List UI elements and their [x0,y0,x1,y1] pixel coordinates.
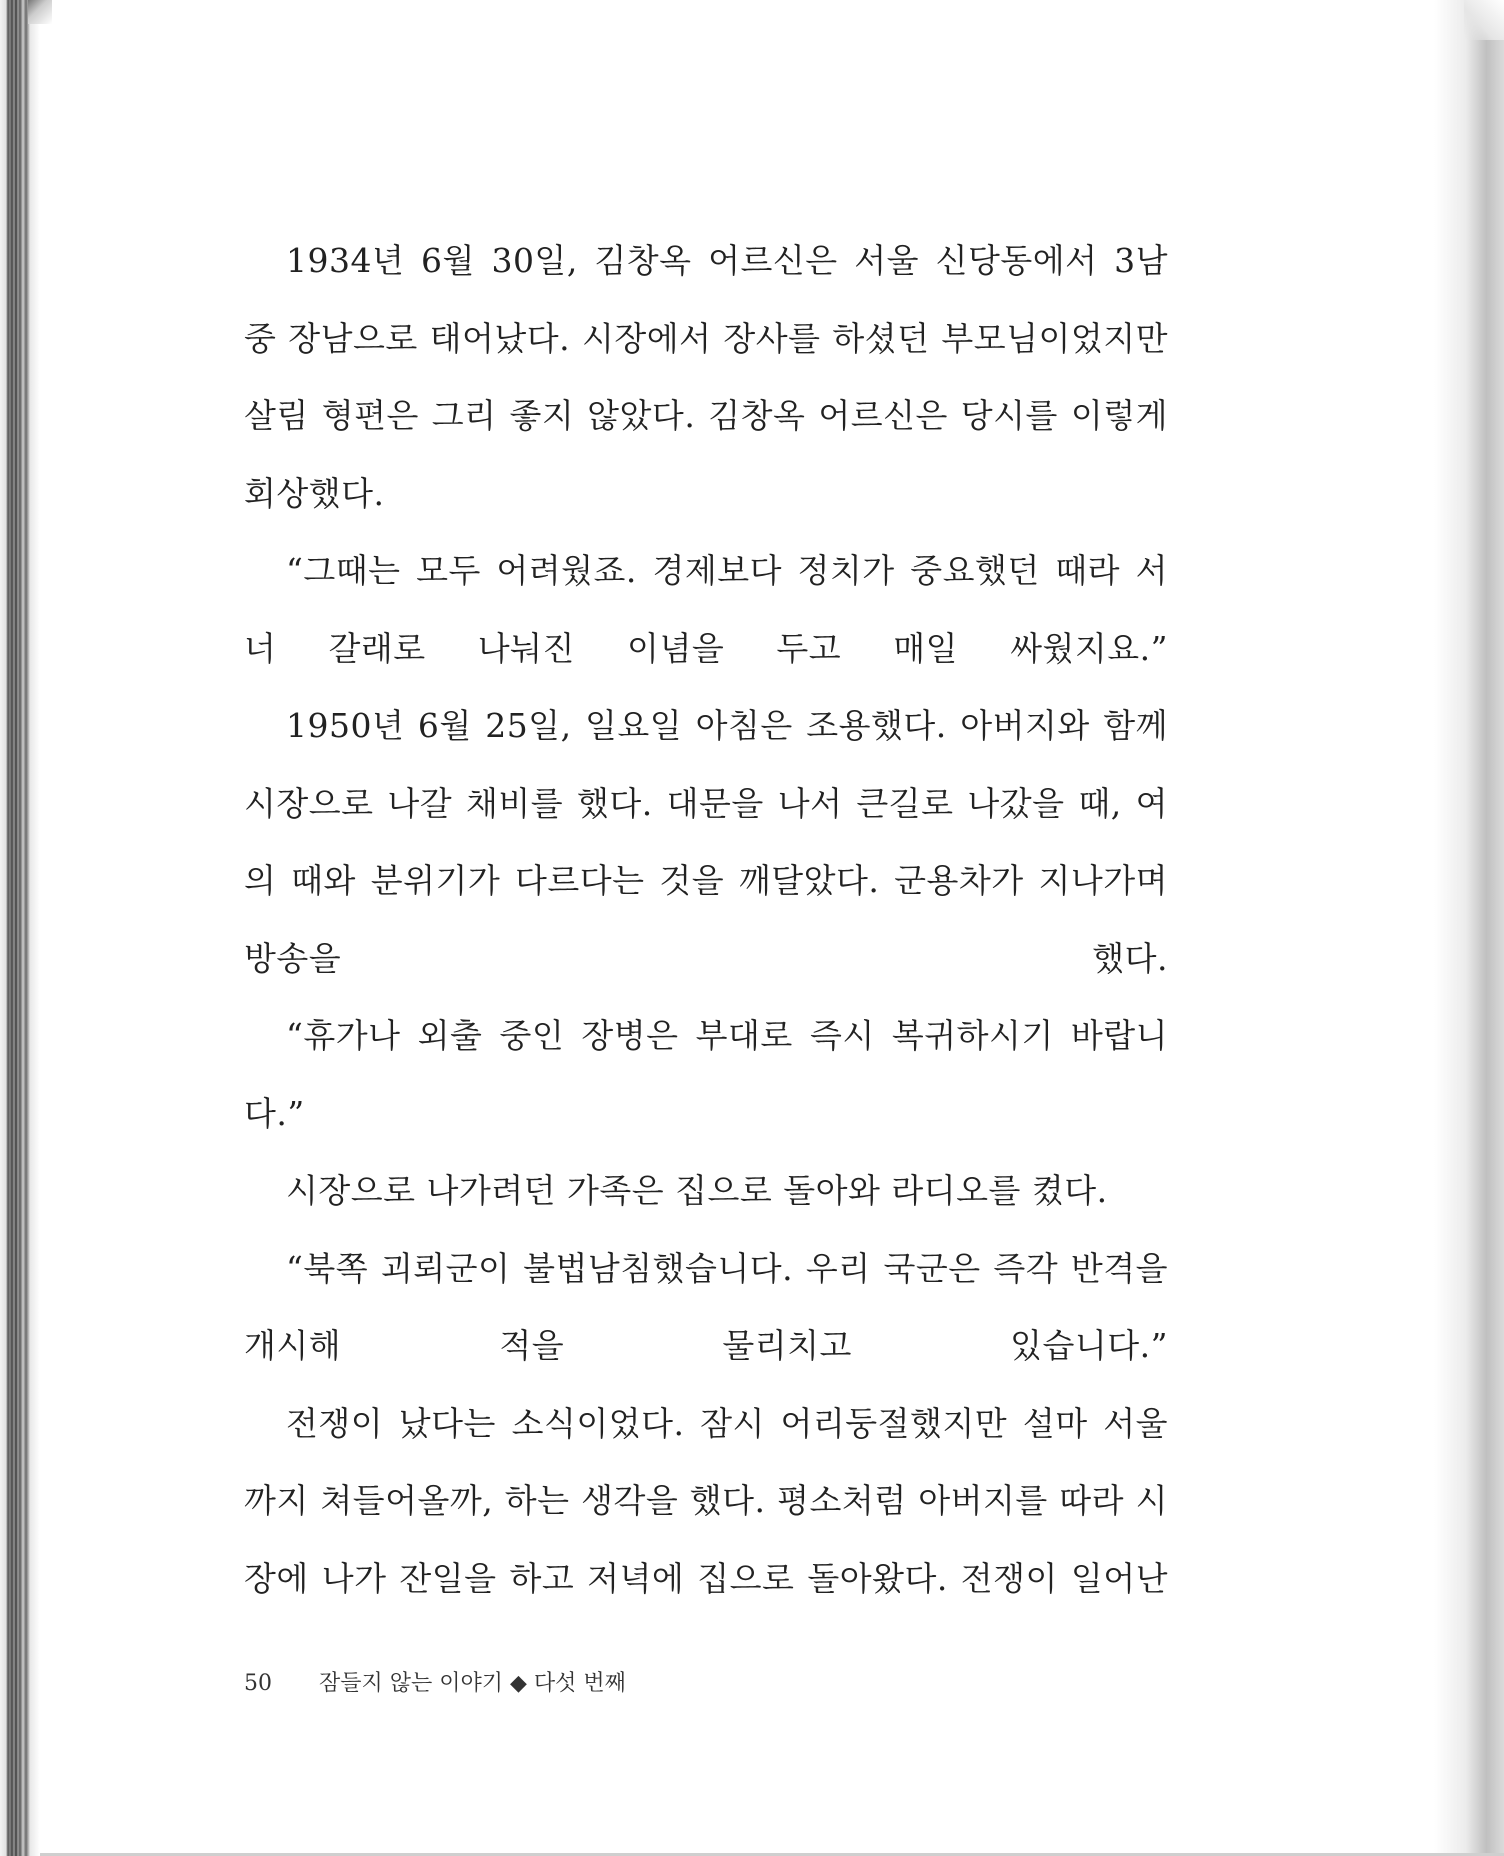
page-footer [244,1666,626,1697]
paragraph: 1934년 6월 30일, 김창옥 어르신은 서울 신당동에서 3남 중 장남으로 태어났다. 시장에서 장사를 하셨던 부모님이었지만 살림 형편은 그리 좋지 않았다. 김창옥 어르신은 당시를 이렇게 회상했다. [244,241,1168,513]
paragraph: 1950년 6월 25일, 일요일 아침은 조용했다. 아버지와 함께 시장으로 나갈 채비를 했다. 대문을 나서 큰길로 나갔을 때, 여의 때와 분위기가 다르다는 것을 깨달았다. 군용차가 지나가며 방송을 했다. [244,706,1168,978]
paragraph: “그때는 모두 어려웠죠. 경제보다 정치가 중요했던 때라 서너 갈래로 나눠진 이념을 두고 매일 싸웠지요.” [244,551,1168,668]
page-corner-fold [28,0,52,24]
paragraph: 시장으로 나가려던 가족은 집으로 돌아와 라디오를 켰다. [286,1171,1108,1210]
page-corner-highlight [1464,0,1504,40]
page-binding-edge [0,0,56,1856]
page-number: 50 [244,1671,272,1696]
page-curl-shadow [1434,0,1504,1856]
running-title: 잠들지 않는 이야기 ◆ 다섯 번째 [319,1671,626,1696]
paragraph: 전쟁이 났다는 소식이었다. 잠시 어리둥절했지만 설마 서울까지 쳐들어올까, 하는 생각을 했다. 평소처럼 아버지를 따라 시장에 나가 잔일을 하고 저녁에 집으로 돌아왔다. 전쟁이 일어난 [244,1403,1168,1598]
body-text [244,222,1168,1617]
paragraph: “북쪽 괴뢰군이 불법남침했습니다. 우리 국군은 즉각 반격을 개시해 적을 물리치고 있습니다.” [244,1248,1168,1365]
paragraph: “휴가나 외출 중인 장병은 부대로 즉시 복귀하시기 바랍니다.” [244,1016,1168,1133]
